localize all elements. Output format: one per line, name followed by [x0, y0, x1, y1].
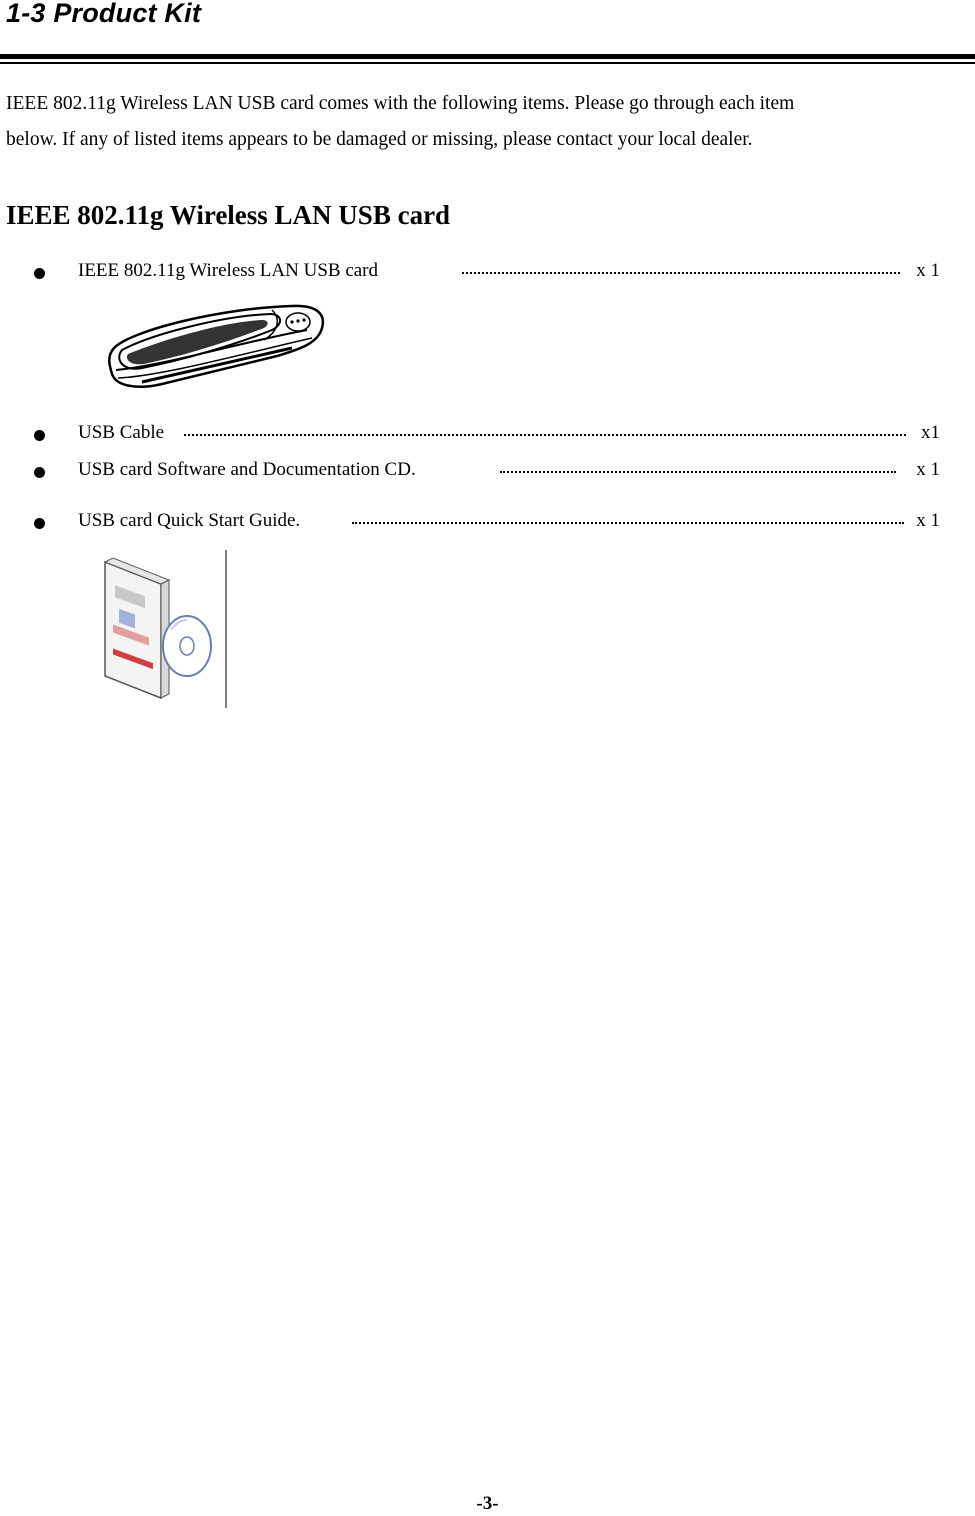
- item-label: IEEE 802.11g Wireless LAN USB card: [78, 260, 379, 281]
- page-title: 1-3 Product Kit: [6, 0, 202, 28]
- dot-leader: [352, 522, 904, 524]
- intro-line-1: IEEE 802.11g Wireless LAN USB card comes with the following items. Please go through each item: [6, 93, 795, 114]
- title-rule-thin: [0, 62, 975, 64]
- usb-card-image: [102, 300, 332, 392]
- section-title: IEEE 802.11g Wireless LAN USB card: [6, 200, 451, 230]
- item-label: USB Cable: [78, 422, 165, 443]
- cd-guide-icon: [105, 550, 226, 708]
- bullet-icon: [34, 467, 45, 478]
- item-quantity: x 1: [916, 459, 940, 480]
- list-item: [34, 510, 944, 540]
- intro-line-2: below. If any of listed items appears to be damaged or missing, please contact your local dealer.: [6, 129, 753, 150]
- list-item: [34, 459, 944, 489]
- intro-paragraph: [6, 86, 972, 158]
- item-label: USB card Software and Documentation CD.: [78, 459, 416, 480]
- dot-leader: [184, 434, 906, 436]
- dot-leader: [462, 272, 900, 274]
- item-quantity: x1: [921, 422, 940, 443]
- list-item: [34, 422, 944, 452]
- usb-card-icon: [109, 306, 323, 387]
- page-number: -3-: [476, 1493, 499, 1514]
- title-rule-thick: [0, 54, 975, 59]
- cd-guide-image: [95, 548, 235, 710]
- item-label: USB card Quick Start Guide.: [78, 510, 301, 531]
- item-quantity: x 1: [916, 260, 940, 281]
- list-item: [34, 260, 944, 290]
- dot-leader: [500, 471, 896, 473]
- bullet-icon: [34, 430, 45, 441]
- bullet-icon: [34, 268, 45, 279]
- bullet-icon: [34, 518, 45, 529]
- item-quantity: x 1: [916, 510, 940, 531]
